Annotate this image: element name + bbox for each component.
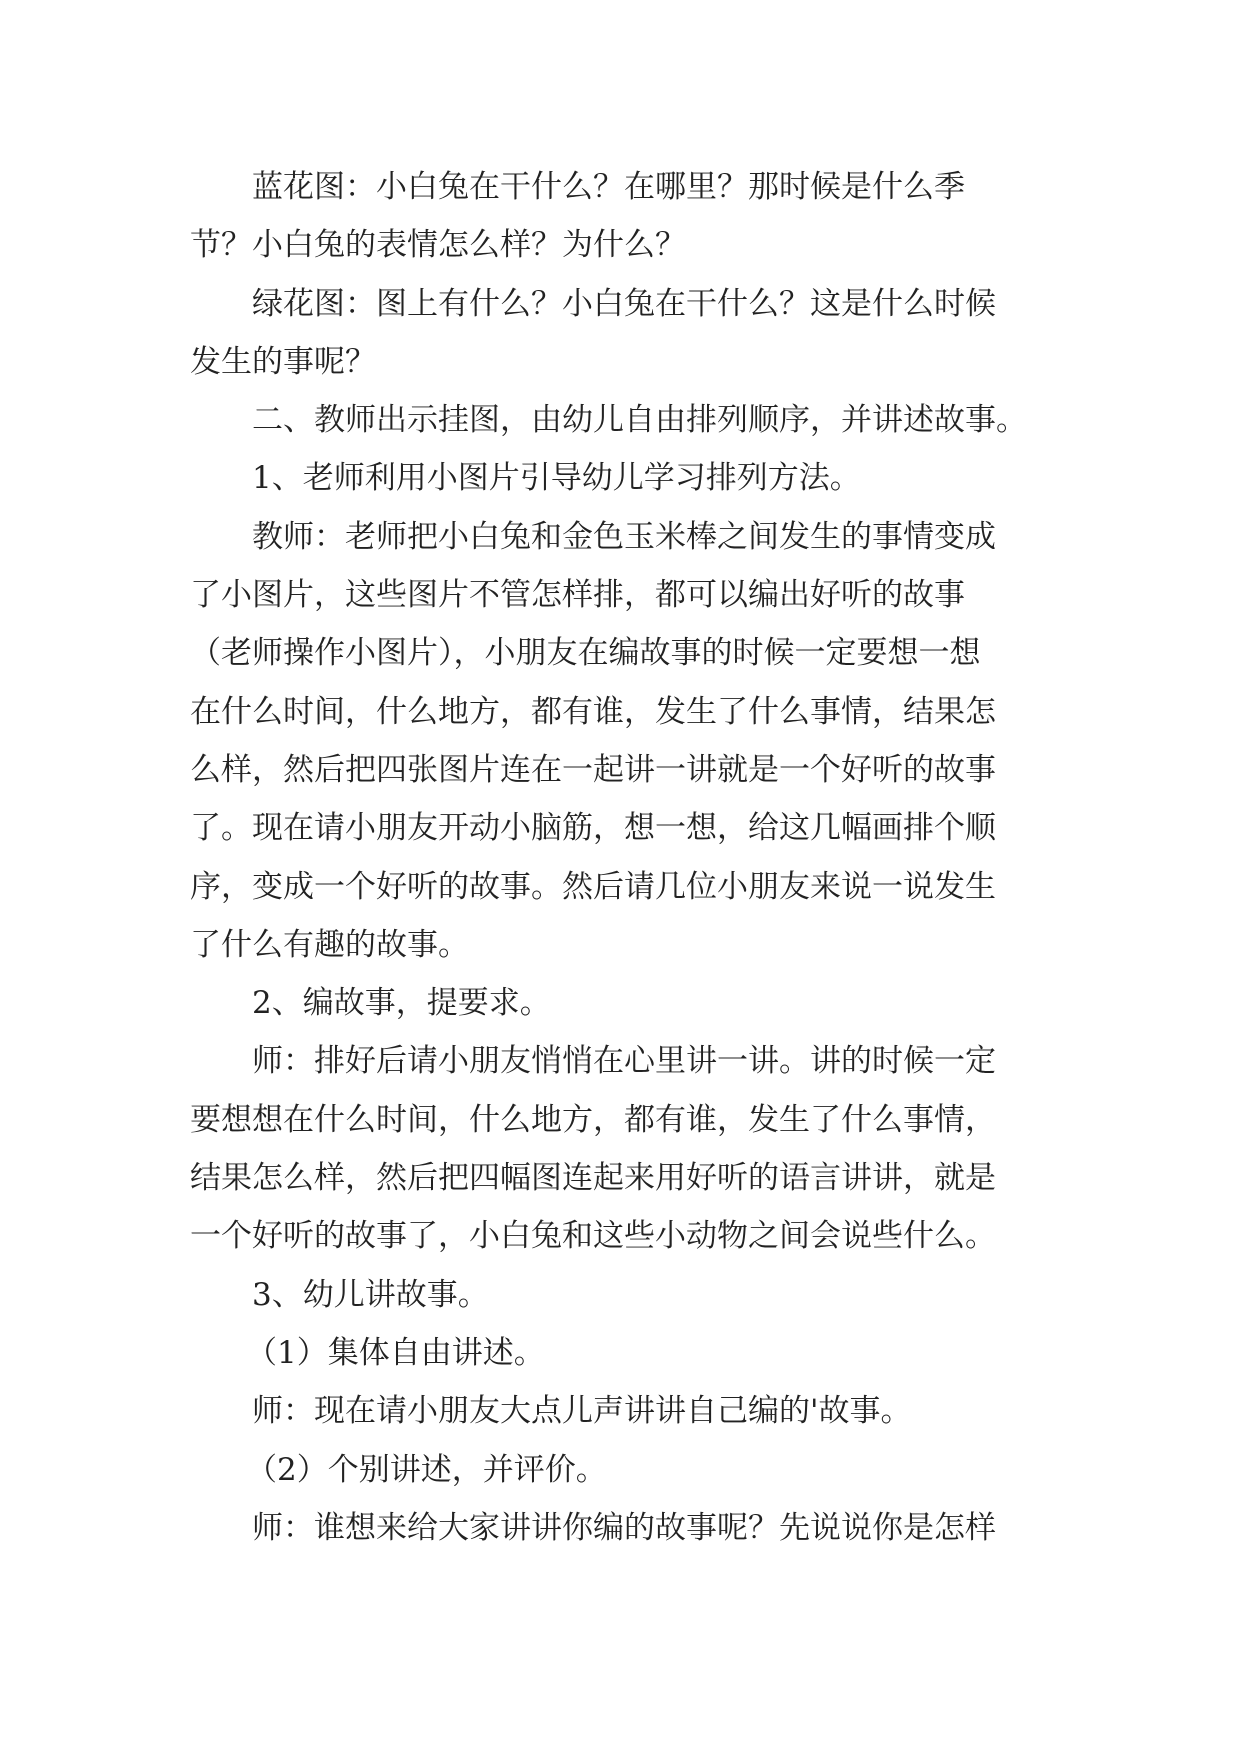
paragraph-line: 师：现在请小朋友大点儿声讲讲自己编的'故事。 xyxy=(252,1393,912,1430)
paragraph-line: 了。现在请小朋友开动小脑筋，想一想，给这几幅画排个顺 xyxy=(190,810,996,847)
sub-step-heading: （2）个别讲述，并评价。 xyxy=(246,1451,607,1488)
paragraph-line: 绿花图：图上有什么？小白兔在干什么？这是什么时候 xyxy=(252,285,996,322)
document-body xyxy=(190,158,1070,1557)
step-heading: 3、幼儿讲故事。 xyxy=(252,1276,489,1313)
paragraph-line: 了什么有趣的故事。 xyxy=(190,926,469,963)
sub-step-heading: （1）集体自由讲述。 xyxy=(246,1334,545,1371)
paragraph-line: 蓝花图：小白兔在干什么？在哪里？那时候是什么季 xyxy=(252,169,965,205)
paragraph-line: 结果怎么样，然后把四幅图连起来用好听的语言讲讲，就是 xyxy=(190,1160,996,1197)
paragraph-line: 师：谁想来给大家讲讲你编的故事呢？先说说你是怎样 xyxy=(252,1509,996,1546)
paragraph-line: 发生的事呢？ xyxy=(190,343,376,380)
paragraph-line: 么样，然后把四张图片连在一起讲一讲就是一个好听的故事 xyxy=(190,751,996,788)
step-heading: 1、老师利用小图片引导幼儿学习排列方法。 xyxy=(252,460,861,497)
paragraph-line: 一个好听的故事了，小白兔和这些小动物之间会说些什么。 xyxy=(190,1218,996,1255)
step-heading: 2、编故事，提要求。 xyxy=(252,985,551,1022)
paragraph-line: （老师操作小图片），小朋友在编故事的时候一定要想一想 xyxy=(190,635,981,672)
paragraph-line: 要想想在什么时间，什么地方，都有谁，发生了什么事情， xyxy=(190,1101,996,1138)
paragraph-line: 序，变成一个好听的故事。然后请几位小朋友来说一说发生 xyxy=(190,868,996,905)
paragraph-line: 节？小白兔的表情怎么样？为什么？ xyxy=(190,227,686,264)
paragraph-line: 教师：老师把小白兔和金色玉米棒之间发生的事情变成 xyxy=(252,518,996,555)
paragraph-line: 了小图片，这些图片不管怎样排，都可以编出好听的故事 xyxy=(190,577,965,614)
paragraph-line: 师：排好后请小朋友悄悄在心里讲一讲。讲的时候一定 xyxy=(252,1043,996,1080)
section-heading: 二、教师出示挂图，由幼儿自由排列顺序，并讲述故事。 xyxy=(252,402,1027,439)
paragraph-line: 在什么时间，什么地方，都有谁，发生了什么事情，结果怎 xyxy=(190,693,996,730)
